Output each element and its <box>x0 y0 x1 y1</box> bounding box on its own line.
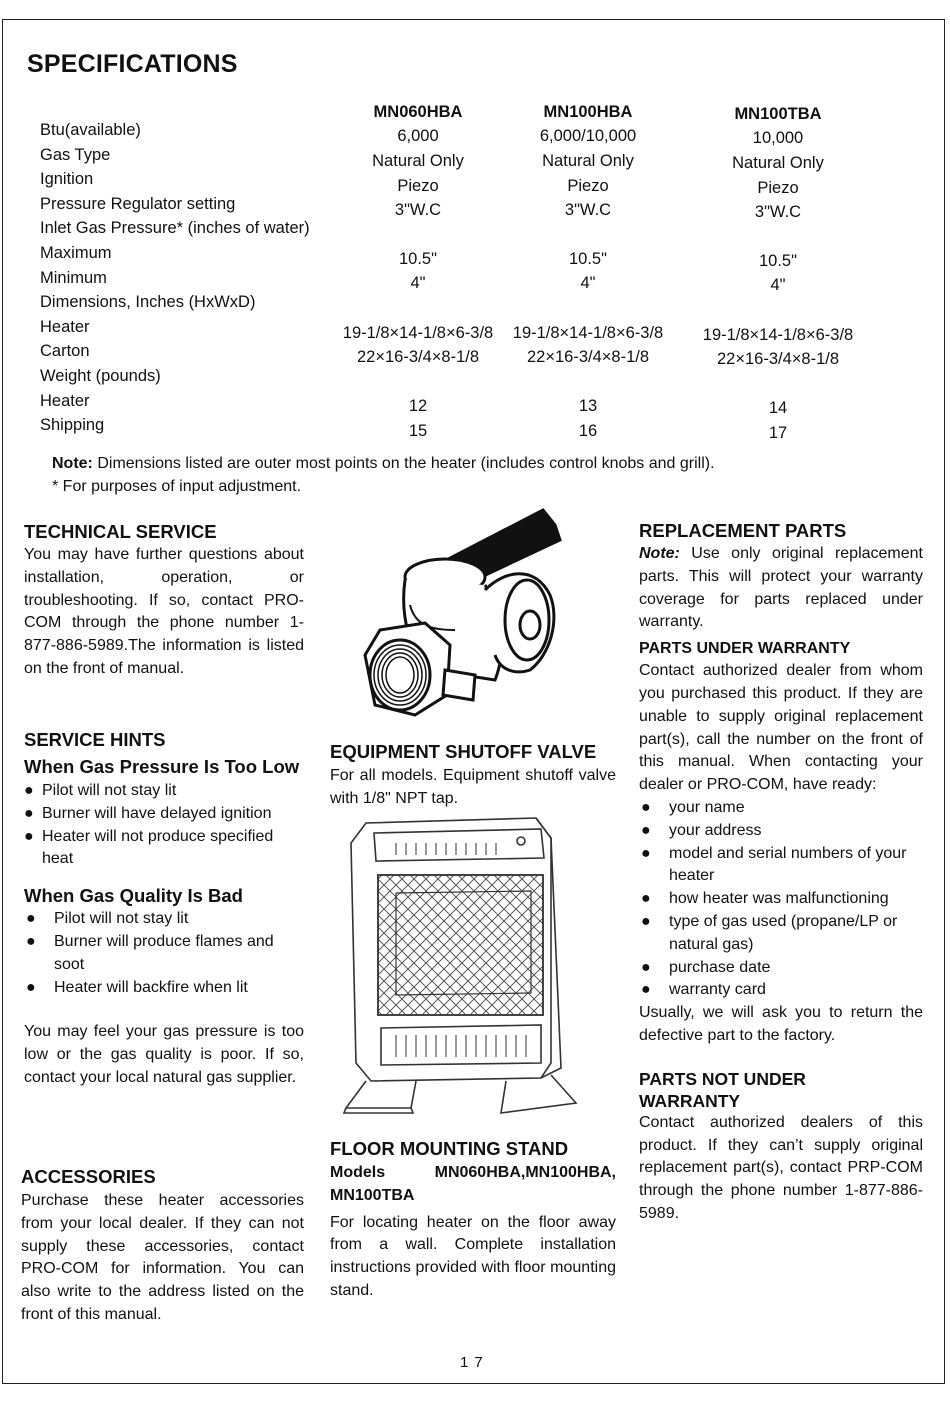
bullet-icon: ● <box>641 821 651 839</box>
spec-label: Heater <box>40 317 90 336</box>
list-item: ● Burner will produce flames and soot <box>26 932 274 973</box>
spec-label: Ignition <box>40 170 94 189</box>
spec-label: Carton <box>40 342 90 361</box>
spec-ignition: Piezo <box>757 179 799 197</box>
spec-label: Inlet Gas Pressure* (inches of water) <box>40 219 310 238</box>
bullet-icon: ● <box>641 981 651 999</box>
service-hints-section <box>24 729 304 1090</box>
spec-btu: 6,000 <box>397 127 439 145</box>
spec-min: 4" <box>580 274 596 292</box>
spec-heater-dim: 19-1/8×14-1/8×6-3/8 <box>702 326 854 344</box>
bullet-icon: ● <box>641 958 651 976</box>
spec-heater-wt: 13 <box>578 397 598 415</box>
model-name: MN100HBA <box>543 103 633 121</box>
list-item: ● Heater will backfire when lit <box>24 977 304 1000</box>
model-name: MN100TBA <box>734 105 822 123</box>
spec-gas: Natural Only <box>372 152 464 170</box>
title-line: WARRANTY <box>639 1090 741 1111</box>
quality-bad-title: When Gas Quality Is Bad <box>24 885 243 907</box>
spec-label: Shipping <box>40 416 105 435</box>
parts-not-under-warranty-text: Contact authorized dealers of this product. If they can’t supply original replacement part(s), contact PRP-COM through the phone number 1-877-886-5989. <box>639 1113 923 1222</box>
bullet-icon: ● <box>24 804 34 822</box>
bullet-icon: ● <box>24 782 34 799</box>
accessories-section <box>21 1166 304 1327</box>
spec-regulator: 3"W.C <box>754 203 802 221</box>
parts-under-warranty-text: Contact authorized dealer from whom you purchased this product. If they are unable to supply original replacement part(s), call the number on the front of this manual. When contacting your dealer or PRO-COM, have ready: <box>639 662 923 794</box>
spec-label: Dimensions, Inches (HxWxD) <box>40 293 256 312</box>
spec-max: 10.5" <box>759 252 797 270</box>
floor-stand-text: For locating heater on the floor away from a wall. Complete installation instructions provided with floor mounting stand. <box>330 1213 616 1299</box>
have-ready-list <box>639 797 923 1002</box>
replacement-parts-section <box>639 520 923 1226</box>
spec-btu: 10,000 <box>752 129 804 147</box>
technical-service-section <box>24 521 304 681</box>
footnote: * For purposes of input adjustment. <box>52 478 302 495</box>
list-item: ● model and serial numbers of your heater <box>641 844 907 885</box>
specifications-title: SPECIFICATIONS <box>27 50 238 78</box>
spec-carton-dim: 22×16-3/4×8-1/8 <box>716 350 840 368</box>
replacement-note-label: Note: <box>639 545 680 562</box>
spec-min: 4" <box>410 274 426 292</box>
return-note: Usually, we will ask you to return the defective part to the factory. <box>639 1004 923 1044</box>
spec-heater-wt: 14 <box>768 399 788 417</box>
bullet-icon: ● <box>26 910 36 928</box>
floor-stand-section <box>330 1138 616 1303</box>
spec-ship-wt: 17 <box>768 424 788 442</box>
spec-ignition: Piezo <box>567 177 609 195</box>
accessories-title: ACCESSORIES <box>21 1166 156 1187</box>
spec-label: Maximum <box>40 243 112 262</box>
bullet-icon: ● <box>641 912 651 930</box>
accessories-text: Purchase these heater accessories from your local dealer. If they can not supply these accessories, contact PRO-COM for information. You can also write to the address listed on the front of this manual. <box>21 1192 304 1323</box>
list-item: ● warranty card <box>639 979 923 1002</box>
service-hints-closing: You may feel your gas pressure is too low or the gas quality is poor. If so, contact your local natural gas supplier. <box>24 1023 304 1086</box>
floor-stand-title: FLOOR MOUNTING STAND <box>330 1138 569 1159</box>
list-item: ● Pilot will not stay lit <box>24 908 304 931</box>
spec-label: Weight (pounds) <box>40 366 161 385</box>
spec-ship-wt: 15 <box>408 422 428 440</box>
spec-regulator: 3"W.C <box>394 201 442 219</box>
shutoff-valve-section <box>330 741 616 811</box>
bullet-icon: ● <box>26 978 36 996</box>
bullet-icon: ● <box>641 798 651 816</box>
technical-service-title: TECHNICAL SERVICE <box>24 521 217 542</box>
model-name: MN060HBA <box>373 103 463 121</box>
spec-max: 10.5" <box>399 250 437 268</box>
spec-gas: Natural Only <box>732 154 824 172</box>
replacement-parts-title: REPLACEMENT PARTS <box>639 520 847 541</box>
technical-service-text: You may have further questions about installation, operation, or troubleshooting. If so, contact PRO-COM through the phone number 1-877-886-5989.The information is listed on the front of manual. <box>24 546 304 677</box>
spec-heater-dim: 19-1/8×14-1/8×6-3/8 <box>342 324 494 342</box>
spec-heater-wt: 12 <box>408 397 428 415</box>
title-line: PARTS NOT UNDER <box>639 1068 806 1089</box>
spec-ignition: Piezo <box>397 177 439 195</box>
pressure-low-list <box>24 780 304 871</box>
spec-ship-wt: 16 <box>578 422 598 440</box>
bullet-icon: ● <box>24 827 34 845</box>
shutoff-valve-title: EQUIPMENT SHUTOFF VALVE <box>330 741 597 762</box>
spec-regulator: 3"W.C <box>564 201 612 219</box>
spec-label: Pressure Regulator setting <box>40 194 236 213</box>
shutoff-valve-text: For all models. Equipment shutoff valve with 1/8" NPT tap. <box>330 767 616 807</box>
spec-label: Btu(available) <box>40 121 141 139</box>
spec-label: Minimum <box>40 268 107 287</box>
spec-carton-dim: 22×16-3/4×8-1/8 <box>526 348 650 366</box>
list-item: ● your name <box>639 797 923 820</box>
bullet-icon: ● <box>641 890 651 908</box>
spec-max: 10.5" <box>569 250 607 268</box>
list-item: ● Heater will not produce specified heat <box>24 827 274 868</box>
list-item: ● Burner will have delayed ignition <box>24 803 304 826</box>
bullet-icon: ● <box>26 932 36 950</box>
note-text: Dimensions listed are outer most points on the heater (includes control knobs and grill). <box>92 455 715 472</box>
quality-bad-list <box>24 908 304 999</box>
spec-min: 4" <box>770 276 786 294</box>
shutoff-valve-illustration <box>355 505 587 720</box>
list-item: ● Pilot will not stay lit <box>24 780 304 803</box>
note-label: Note: <box>52 455 93 472</box>
spec-note <box>52 452 715 498</box>
floor-stand-heater-illustration <box>336 813 586 1118</box>
bullet-icon: ● <box>641 844 651 862</box>
parts-under-warranty-title: PARTS UNDER WARRANTY <box>639 640 851 658</box>
page-number: 17 <box>460 1354 489 1371</box>
replacement-note <box>639 543 923 634</box>
parts-not-under-warranty-title <box>639 1068 923 1112</box>
list-item: ● your address <box>639 820 923 843</box>
replacement-note-text: Use only original replacement parts. This will protect your warranty coverage for parts replaced under warranty. <box>639 545 923 631</box>
list-item: ● type of gas used (propane/LP or natural gas) <box>641 912 898 953</box>
spec-heater-dim: 19-1/8×14-1/8×6-3/8 <box>512 324 664 342</box>
list-item: ● purchase date <box>639 957 923 980</box>
pressure-low-title: When Gas Pressure Is Too Low <box>24 756 300 777</box>
list-item: ● how heater was malfunctioning <box>639 888 923 911</box>
spec-gas: Natural Only <box>542 152 634 170</box>
spec-carton-dim: 22×16-3/4×8-1/8 <box>356 348 480 366</box>
spec-btu: 6,000/10,000 <box>539 127 637 145</box>
spec-label: Gas Type <box>40 145 111 164</box>
spec-label: Heater <box>40 391 90 410</box>
spec-labels <box>40 118 310 438</box>
service-hints-title: SERVICE HINTS <box>24 729 166 750</box>
floor-stand-models: Models MN060HBA,MN100HBA, MN100TBA <box>330 1164 616 1204</box>
